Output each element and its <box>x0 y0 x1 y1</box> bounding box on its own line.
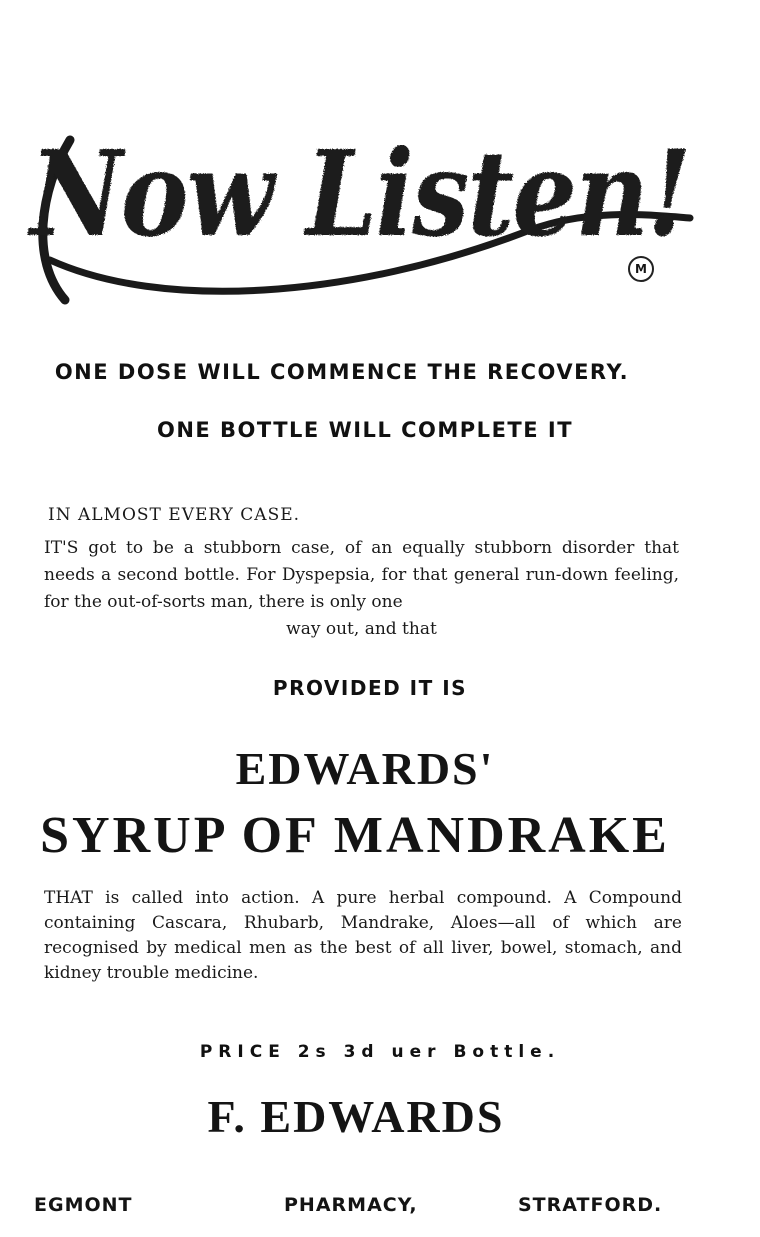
footer-location-center: PHARMACY, <box>284 1194 418 1216</box>
script-heading-text: Now Listen! <box>26 124 690 263</box>
provided-heading: PROVIDED IT IS <box>272 676 468 700</box>
paragraph-dyspepsia-main: IT'S got to be a stubborn case, of an equally stubborn disorder that needs a second bottle. For Dyspepsia, for that general run-down feeling, for the out-of-sorts man, there is only one <box>44 538 679 612</box>
product-name-line2: SYRUP OF MANDRAKE <box>40 807 670 864</box>
product-name-line1: EDWARDS' <box>235 743 495 794</box>
tagline-bottle: ONE BOTTLE WILL COMPLETE IT <box>156 418 574 442</box>
paragraph-dyspepsia <box>44 535 679 643</box>
script-heading <box>10 70 700 320</box>
proprietor-name: F. EDWARDS <box>207 1091 505 1142</box>
script-heading-graphic <box>10 70 700 320</box>
tagline-dose: ONE DOSE WILL COMMENCE THE RECOVERY. <box>54 360 630 384</box>
paragraph-compound: THAT is called into action. A pure herbal compound. A Compound containing Cascara, Rhubarb, Mandrake, Aloes—all of which are recognised by medical men as the best of all liver, bowel, stomach, and kidney trouble medicine. <box>44 888 682 983</box>
paragraph-dyspepsia-last: way out, and that <box>286 619 437 639</box>
price-line: PRICE 2s 3d uer Bottle. <box>199 1042 561 1062</box>
footer-location-left: EGMONT <box>34 1194 133 1216</box>
intro-text: IN ALMOST EVERY CASE. <box>48 505 301 525</box>
footer-location-right: STRATFORD. <box>518 1194 663 1216</box>
registered-mark: M <box>628 256 654 282</box>
